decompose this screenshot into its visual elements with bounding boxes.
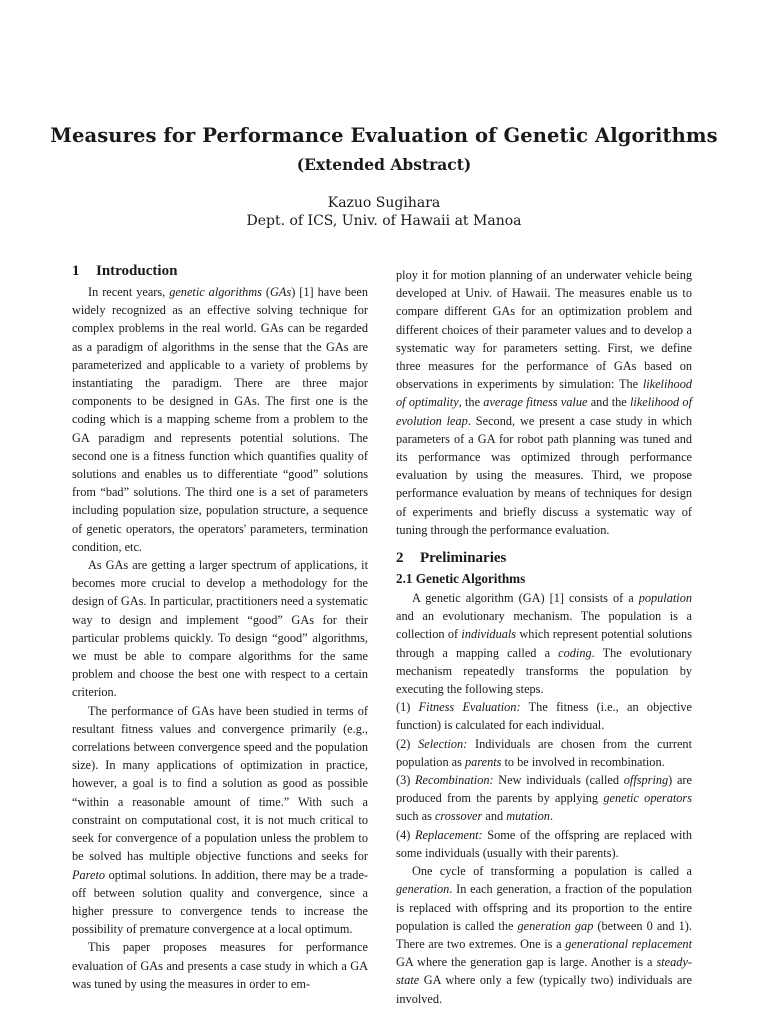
emphasis: genetic operators	[603, 791, 692, 806]
subsection-heading-genetic-algorithms: 2.1 Genetic Algorithms	[396, 571, 526, 587]
text-run: (4)	[396, 827, 416, 842]
text-run: optimal solutions. In addition, there may be a trade-off between solution quality and convergence, since a higher pressure to convergence tends to increase the possibility of premature convergence at a local optimum.	[72, 867, 368, 937]
text-run: and	[482, 809, 507, 824]
text-run: (between 0 and 1). There are two extremes. One is a	[396, 918, 692, 951]
emphasis: GAs	[270, 285, 292, 299]
text-run: In recent years,	[88, 285, 170, 299]
text-run: . The evolutionary mechanism repeatedly transforms the population by executing the following steps.	[396, 645, 692, 697]
author-name: Kazuo Sugihara	[327, 195, 441, 211]
intro-paragraph-3	[72, 702, 368, 939]
text-run: to be involved in recombination.	[501, 754, 665, 769]
emphasis: generational replacement	[565, 936, 692, 951]
emphasis: Selection:	[418, 736, 468, 751]
section-title: Preliminaries	[420, 550, 507, 567]
ga-step-1	[396, 698, 692, 734]
section-heading-introduction	[72, 262, 368, 280]
text-run: GA where the generation gap is large. Another is a	[396, 955, 657, 970]
emphasis: population	[638, 591, 692, 606]
right-column	[396, 266, 692, 1008]
author-affiliation: Dept. of ICS, Univ. of Hawaii at Manoa	[246, 213, 522, 229]
emphasis: Replacement:	[415, 827, 483, 842]
paper-subtitle: (Extended Abstract)	[296, 155, 472, 174]
ga-step-4	[396, 826, 692, 862]
text-run: and the	[587, 395, 630, 410]
emphasis: offspring	[623, 773, 669, 788]
emphasis: Pareto	[72, 867, 106, 882]
section-number: 2	[396, 550, 404, 567]
intro-paragraph-4: This paper proposes measures for performance evaluation of GAs and presents a case study in which a GA was tuned by using the measures in order to em-	[72, 940, 368, 991]
section-title: Introduction	[96, 263, 178, 279]
text-run: New individuals (called	[493, 773, 624, 788]
text-run: . In each generation, a fraction of the population is replaced with offspring and its proportion to the entire population is called the	[396, 882, 692, 933]
emphasis: mutation	[506, 809, 550, 824]
paper-title: Measures for Performance Evaluation of Genetic Algorithms	[50, 124, 718, 147]
intro-paragraph-4-continued	[396, 266, 692, 539]
ga-paragraph-2	[396, 862, 692, 1008]
text-run: (1)	[396, 700, 419, 715]
emphasis: crossover	[434, 809, 483, 824]
text-run: . Second, we present a case study in which parameters of a GA for robot path planning was tuned and its performance was optimized through performance evaluation by using the measures. Third, we propose performance evaluation by means of techniques for design of experiments and briefly discuss a systematic way of tuning through the performance evaluation.	[396, 413, 692, 537]
text-run: (	[261, 285, 271, 299]
section-heading-preliminaries	[396, 549, 692, 567]
emphasis: generation gap	[517, 918, 594, 933]
text-run: , the	[458, 395, 484, 410]
text-run: such as	[396, 809, 435, 824]
emphasis: generation	[396, 882, 450, 897]
ga-step-2	[396, 735, 692, 771]
ga-step-3	[396, 771, 692, 826]
emphasis: average fitness value	[483, 395, 588, 410]
text-run: The performance of GAs have been studied in terms of resultant fitness values and convergence primarily (e.g., correlations between convergence speed and the population size). In many applications of optimization in practice, however, a goal is to find a solution as good as possible “within a reasonable amount of time.” With such a constraint on computational cost, it is not much critical to seek for convergence of a population unless the problem to be solved has multiple objective functions and seeks for	[72, 703, 368, 864]
emphasis: likelihood of optimality	[396, 377, 692, 410]
text-run: ) are produced from the parents by applying	[396, 773, 692, 806]
intro-paragraph-1	[72, 283, 368, 556]
emphasis: Fitness Evaluation:	[418, 700, 521, 715]
text-run: which represent potential solutions through a mapping called a	[396, 627, 692, 660]
intro-paragraph-2: As GAs are getting a larger spectrum of applications, it becomes more crucial to develop a methodology for the design of GAs. In particular, practitioners need a systematic way to design and implement “good” GAs for their particular problems quickly. To design “good” algorithms, we must be able to compare algorithms for the same problem and choose the best one with respect to a certain criterion.	[72, 558, 368, 700]
left-column	[72, 262, 368, 993]
text-run: Individuals are chosen from the current population as	[396, 736, 692, 769]
text-run: .	[549, 809, 554, 824]
emphasis: genetic algorithms	[169, 285, 262, 299]
ga-paragraph-1	[396, 589, 692, 698]
emphasis: steady-state	[396, 955, 692, 988]
text-run: GA where only a few (typically two) individuals are involved.	[396, 973, 692, 1006]
text-run: (3)	[396, 773, 416, 788]
section-number: 1	[72, 263, 80, 279]
text-run: Some of the offspring are replaced with some individuals (usually with their parents).	[396, 827, 692, 860]
text-run: ) [1] have been widely recognized as an effective solving technique for complex problems in the real world. GAs can be regarded as a paradigm of algorithms in the sense that the GAs are parameterized and applicable to a variety of problems by instantiating the paradigm. There are three major components to be designed in GAs. The first one is the coding which is a mapping scheme from a problem to the GA paradigm and represents potential solutions. The second one is a fitness function which quantifies quality of solutions and enables us to differentiate “good” solutions from “bad” solutions. The third one is a set of parameters including population size, population structure, a sequence of genetic operators, the operators' parameters, termination condition, etc.	[72, 285, 368, 554]
text-run: A genetic algorithm (GA) [1] consists of a	[412, 591, 639, 606]
text-run: The fitness (i.e., an objective function) is calculated for each individual.	[396, 700, 692, 733]
emphasis: parents	[465, 754, 502, 769]
emphasis: coding	[558, 645, 592, 660]
text-run: and an evolutionary mechanism. The population is a collection of	[396, 609, 692, 642]
emphasis: Recombination:	[415, 773, 494, 788]
text-run: (2)	[396, 736, 419, 751]
emphasis: likelihood of evolution leap	[396, 395, 692, 428]
text-run: ploy it for motion planning of an underwater vehicle being developed at Univ. of Hawaii. The measures enable us to compare different GAs for an optimization problem and different choices of their parameter values and to develop a systematic way for parameters setting. First, we define three measures for the performance of GAs based on observations in experiments by simulation: The	[396, 268, 692, 392]
text-run: One cycle of transforming a population is called a	[412, 864, 692, 879]
emphasis: individuals	[461, 627, 517, 642]
